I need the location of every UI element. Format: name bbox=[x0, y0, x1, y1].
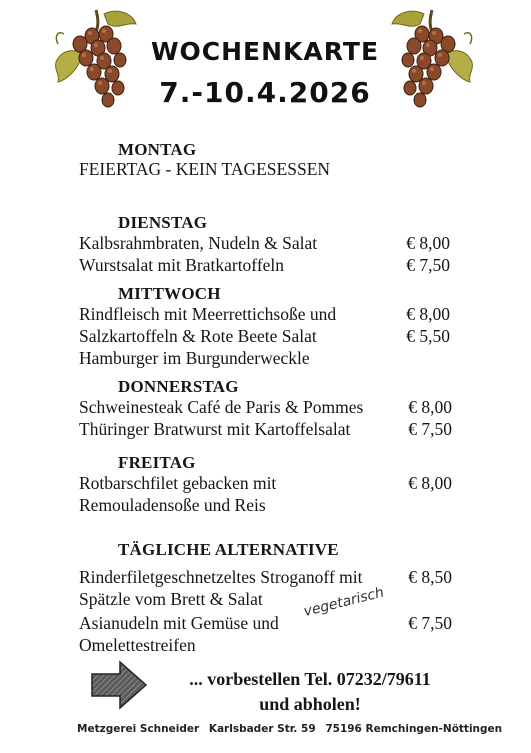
alternative-heading: TÄGLICHE ALTERNATIVE bbox=[118, 540, 339, 559]
day-heading-freitag: FREITAG bbox=[118, 453, 196, 472]
arrow-right-icon bbox=[90, 660, 148, 710]
order-line-pickup: und abholen! bbox=[259, 694, 361, 714]
donnerstag-dish-1: Schweinesteak Café de Paris & Pommes bbox=[79, 397, 364, 417]
freitag-dish-2: Remouladensoße und Reis bbox=[79, 495, 266, 515]
alternative-dish-2: Spätzle vom Brett & Salat bbox=[79, 589, 263, 609]
menu-date-range: 7.-10.4.2026 bbox=[159, 76, 371, 109]
dienstag-price-2: € 7,50 bbox=[406, 255, 450, 275]
grapes-icon-left bbox=[52, 4, 140, 116]
day-heading-montag: MONTAG bbox=[118, 140, 197, 159]
order-callout bbox=[150, 667, 470, 717]
menu-title: WOCHENKARTE bbox=[150, 37, 380, 66]
dienstag-dish-1: Kalbsrahmbraten, Nudeln & Salat bbox=[79, 233, 318, 253]
alternative-dish-4: Omelettestreifen bbox=[79, 635, 196, 655]
mittwoch-dish-2: Salzkartoffeln & Rote Beete Salat bbox=[79, 326, 317, 346]
mittwoch-dish-1: Rindfleisch mit Meerrettichsoße und bbox=[79, 304, 337, 324]
mittwoch-price-2: € 5,50 bbox=[406, 326, 450, 346]
day-heading-mittwoch: MITTWOCH bbox=[118, 284, 221, 303]
alternative-dish-1: Rinderfiletgeschnetzeltes Stroganoff mit bbox=[79, 567, 363, 587]
alternative-dish-3: Asianudeln mit Gemüse und bbox=[79, 613, 279, 633]
day-heading-dienstag: DIENSTAG bbox=[118, 213, 208, 232]
mittwoch-price-1: € 8,00 bbox=[406, 304, 450, 324]
footer-address bbox=[77, 723, 508, 735]
alternative-price-2: € 7,50 bbox=[408, 613, 452, 633]
donnerstag-dish-2: Thüringer Bratwurst mit Kartoffelsalat bbox=[79, 419, 351, 439]
grapes-icon-right bbox=[388, 4, 476, 116]
footer-company: Metzgerei Schneider bbox=[77, 723, 200, 735]
mittwoch-dish-3: Hamburger im Burgunderweckle bbox=[79, 348, 310, 368]
vegetarian-label: vegetarisch bbox=[302, 584, 386, 620]
order-line-phone: ... vorbestellen Tel. 07232/79611 bbox=[189, 669, 431, 689]
footer-street: Karlsbader Str. 59 bbox=[208, 723, 316, 735]
day-heading-donnerstag: DONNERSTAG bbox=[118, 377, 239, 396]
dienstag-dish-2: Wurstsalat mit Bratkartoffeln bbox=[79, 255, 285, 275]
freitag-price-1: € 8,00 bbox=[408, 473, 452, 493]
donnerstag-price-1: € 8,00 bbox=[408, 397, 452, 417]
dienstag-price-1: € 8,00 bbox=[406, 233, 450, 253]
footer-city: 75196 Remchingen-Nöttingen bbox=[325, 723, 503, 735]
alternative-price-1: € 8,50 bbox=[408, 567, 452, 587]
donnerstag-price-2: € 7,50 bbox=[408, 419, 452, 439]
freitag-dish-1: Rotbarschfilet gebacken mit bbox=[79, 473, 277, 493]
montag-note: FEIERTAG - KEIN TAGESESSEN bbox=[79, 159, 331, 179]
